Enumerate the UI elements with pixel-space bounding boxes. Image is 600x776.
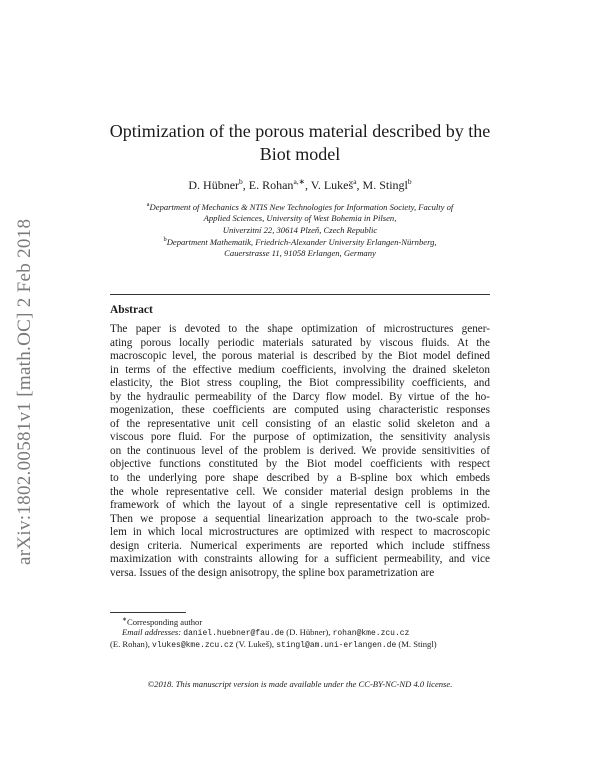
affiliation-a: [108, 199, 492, 237]
affiliation-mark: b: [163, 236, 167, 243]
author-mark: a,∗: [293, 177, 305, 186]
abstract-heading: Abstract: [110, 304, 153, 316]
title-line-2: Biot model: [259, 144, 341, 164]
email-link[interactable]: rohan@kme.zcu.cz: [332, 629, 410, 638]
author-name: M. Stingl: [362, 178, 408, 192]
email-label: Email addresses:: [122, 627, 182, 637]
abstract-top-rule: [110, 294, 490, 295]
abstract-line: macroscopic level, the porous material is described by the Biot model defined: [110, 350, 490, 363]
abstract-line: objective functions constituted by the Biot model coefficients with respect: [110, 458, 490, 471]
affiliation-b: [108, 234, 492, 260]
author-mark: b: [407, 177, 412, 186]
author-mark: b: [239, 177, 243, 186]
arxiv-stamp: arXiv:1802.00581v1 [math.OC] 2 Feb 2018: [14, 218, 35, 565]
abstract-line: lem in which local microstructures are optimized with respect to macroscopic: [110, 526, 490, 539]
author-name: D. Hübner: [188, 178, 240, 192]
license-notice: ©2018. This manuscript version is made available under the CC-BY-NC-ND 4.0 license.: [147, 679, 453, 689]
abstract-line: ating porous locally periodic materials saturated by viscous fluids. At the: [110, 336, 490, 349]
author-list: [100, 177, 500, 193]
email-owner: (E. Rohan),: [110, 639, 153, 649]
abstract-line: Then we propose a sequential linearization approach to the two-scale prob-: [110, 512, 490, 525]
abstract-line: maximization with constraints allowing for a sufficient permeability, and vice: [110, 553, 490, 566]
author-name: E. Rohan: [248, 178, 294, 192]
author-name: V. Lukeš: [310, 178, 354, 192]
email-link[interactable]: stingl@am.uni-erlangen.de: [276, 641, 397, 650]
abstract-line: of the representative unit cell consisting of an elastic solid skeleton and a: [110, 417, 490, 430]
abstract-line: design criteria. Numerical experiments are reported which include stiffness: [110, 539, 490, 552]
affiliation-line: Department Mathematik, Friedrich-Alexander University Erlangen-Nürnberg,: [166, 236, 437, 247]
affiliation-line: Cauerstrasse 11, 91058 Erlangen, Germany: [224, 248, 376, 259]
author-mark: a: [353, 177, 357, 186]
abstract-line: to the underlying pore shape described by a B-spline box which embeds: [110, 472, 490, 485]
abstract-line: framework of which the layout of a single representative cell is optimized.: [110, 499, 490, 512]
abstract-line: versa. Issues of the design anisotropy, the spline box parametrization are: [110, 566, 435, 579]
abstract-line: elasticity, the Biot stress coupling, the Biot compressibility coefficients, and: [110, 377, 490, 390]
email-link[interactable]: daniel.huebner@fau.de: [183, 629, 285, 638]
email-owner: (V. Lukeš),: [233, 639, 277, 649]
footnote-text: Corresponding author: [127, 616, 203, 627]
abstract-line: the whole representative cell. We consider material design problems in the: [110, 485, 490, 498]
affiliation-mark: a: [146, 201, 150, 208]
email-owner: (M. Stingl): [396, 639, 437, 649]
author-separator: ,: [242, 178, 249, 192]
abstract-line: viscous pore fluid. For the purpose of optimization, the sensitivity analysis: [110, 431, 490, 444]
abstract-line: by the hydraulic permeability of the Darcy flow model. By virtue of the ho-: [110, 390, 490, 403]
affiliation-line: Applied Sciences, University of West Bohemia in Pilsen,: [203, 213, 397, 224]
affiliation-line: Univerzitní 22, 30614 Plzeň, Czech Republic: [222, 225, 378, 236]
abstract-line: on the continuous level of the problem is derived. We provide sensitivities of: [110, 444, 490, 457]
footnote-mark: ∗: [122, 617, 128, 623]
author-separator: ,: [304, 178, 311, 192]
abstract-body: [110, 323, 490, 580]
abstract-line: The paper is devoted to the shape optimization of microstructures gener-: [110, 323, 490, 335]
abstract-line: mogenization, these coefficients are computed using characteristic responses: [110, 404, 490, 417]
paper-title: [100, 120, 500, 166]
footnote-rule: [110, 612, 186, 613]
email-owner: (D. Hübner),: [284, 627, 333, 637]
title-line-1: Optimization of the porous material described by the: [109, 121, 491, 141]
footnote-emails-continued: [110, 638, 490, 652]
affiliation-line: Department of Mechanics & NTIS New Technologies for Information Society, Faculty of: [149, 201, 454, 212]
author-separator: ,: [356, 178, 363, 192]
email-link[interactable]: vlukes@kme.zcu.cz: [152, 641, 234, 650]
abstract-line: in terms of the effective medium coefficients, involving the drained skeleton: [110, 363, 490, 376]
